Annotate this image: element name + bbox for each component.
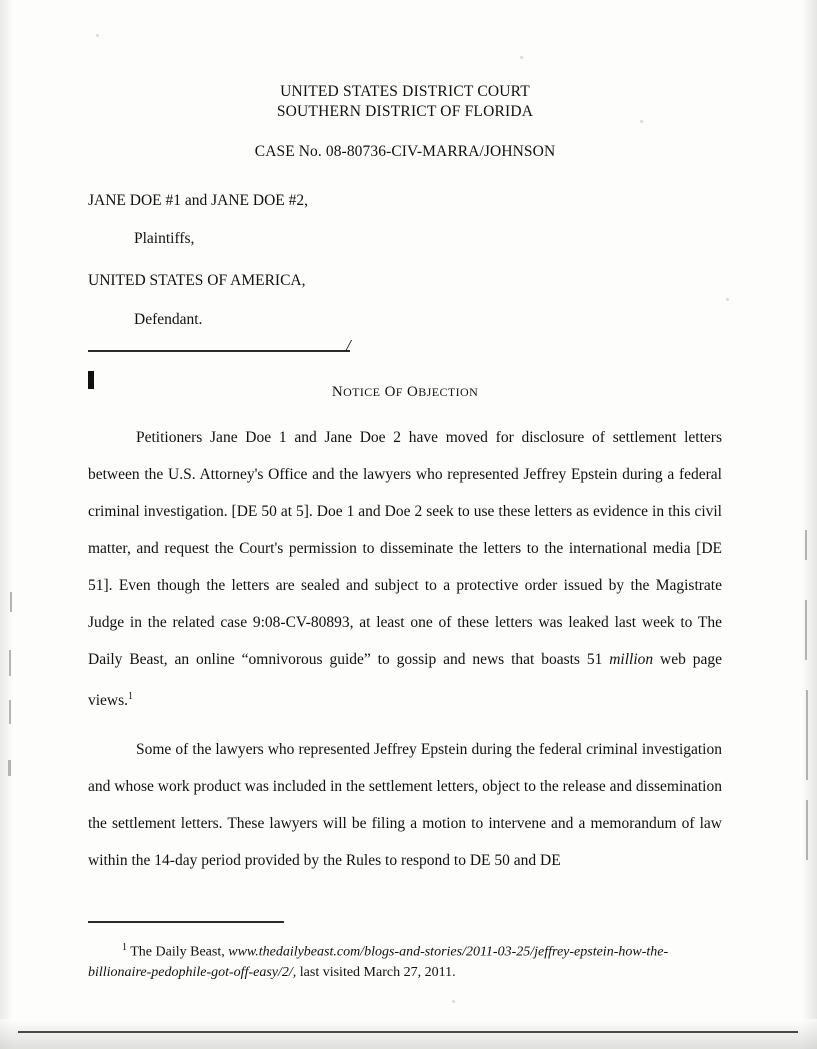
- plaintiffs-role: Plaintiffs,: [134, 230, 195, 247]
- paragraph-two: Some of the lawyers who represented Jeffrey Epstein during the federal criminal investigation and whose work product was included in the settlement letters, object to the release and dissemination the settlement letters. These lawyers will be filing a motion to intervene and a memorandum of law within the 14-day period provided by the Rules to respond to DE 50 and DE: [88, 741, 722, 870]
- margin-tick: [9, 650, 11, 676]
- footnote-marker: 1: [122, 941, 127, 953]
- paragraph-one-text: Petitioners Jane Doe 1 and Jane Doe 2 have moved for disclosure of settlement letters between the U.S. Attorney's Office and the lawyers who represented Jeffrey Epstein during a federal criminal investigation. [DE 50 at 5]. Doe 1 and Doe 2 seek to use these letters as evidence in this civil matter, and request the Court's permission to disseminate the letters to the international media [DE 51]. Even though the letters are sealed and subject to a protective order issued by the Magistrate Judge in the related case 9:08-CV-80893, at least one of these letters was leaked last week to The Daily Beast, an online “omnivorous guide” to gossip and news that boasts 51: [88, 429, 722, 668]
- footnote-reference-marker: 1: [128, 691, 134, 702]
- margin-tick: [805, 600, 807, 660]
- footnote-separator-rule: [88, 921, 284, 923]
- margin-tick: [9, 700, 11, 724]
- footnote: [88, 937, 722, 984]
- court-district-line: SOUTHERN DISTRICT OF FLORIDA: [276, 103, 534, 120]
- court-name-line: UNITED STATES DISTRICT COURT: [280, 83, 530, 100]
- margin-tick: [805, 530, 807, 560]
- caption-slash: /: [346, 336, 351, 355]
- case-caption: [88, 191, 722, 360]
- margin-tick: [10, 592, 12, 612]
- page-bottom-rule: [18, 1031, 798, 1033]
- plaintiffs-caption: JANE DOE #1 and JANE DOE #2,: [88, 192, 308, 209]
- scan-edge-right: [801, 0, 817, 1049]
- margin-tick: [806, 690, 808, 780]
- scan-speck: [96, 34, 99, 37]
- margin-tick: [8, 760, 11, 776]
- text-cursor-caret: [88, 371, 94, 389]
- court-heading: [88, 82, 722, 122]
- document-body: [88, 82, 722, 983]
- scan-speck: [520, 56, 523, 59]
- footnote-url: www.thedailybeast.com/blogs-and-stories/2011-03-25/jeffrey-epstein-how-the-billionaire-pedophile-got-off-easy/2/,: [88, 944, 669, 981]
- footnote-tail-text: last visited March 27, 2011.: [296, 965, 456, 981]
- paragraph-one-italic: million: [609, 651, 654, 668]
- scan-speck: [452, 1000, 455, 1003]
- paragraph-one: [88, 419, 722, 719]
- scan-edge-bottom: [0, 1019, 817, 1049]
- defendant-caption: UNITED STATES OF AMERICA,: [88, 272, 306, 289]
- paragraph-one-tail: web page views.: [88, 651, 722, 710]
- page-title-text: NOTICE OF OBJECTION: [331, 384, 479, 400]
- defendant-role: Defendant.: [134, 311, 203, 328]
- caption-rule-line: [88, 350, 350, 352]
- page-title: [88, 384, 722, 401]
- footnote-lead-text: The Daily Beast,: [127, 944, 229, 960]
- case-number: CASE No. 08-80736-CIV-MARRA/JOHNSON: [254, 143, 556, 160]
- margin-tick: [806, 800, 808, 860]
- scan-speck: [726, 298, 729, 301]
- caption-divider: [88, 336, 722, 360]
- scan-edge-left: [0, 0, 14, 1049]
